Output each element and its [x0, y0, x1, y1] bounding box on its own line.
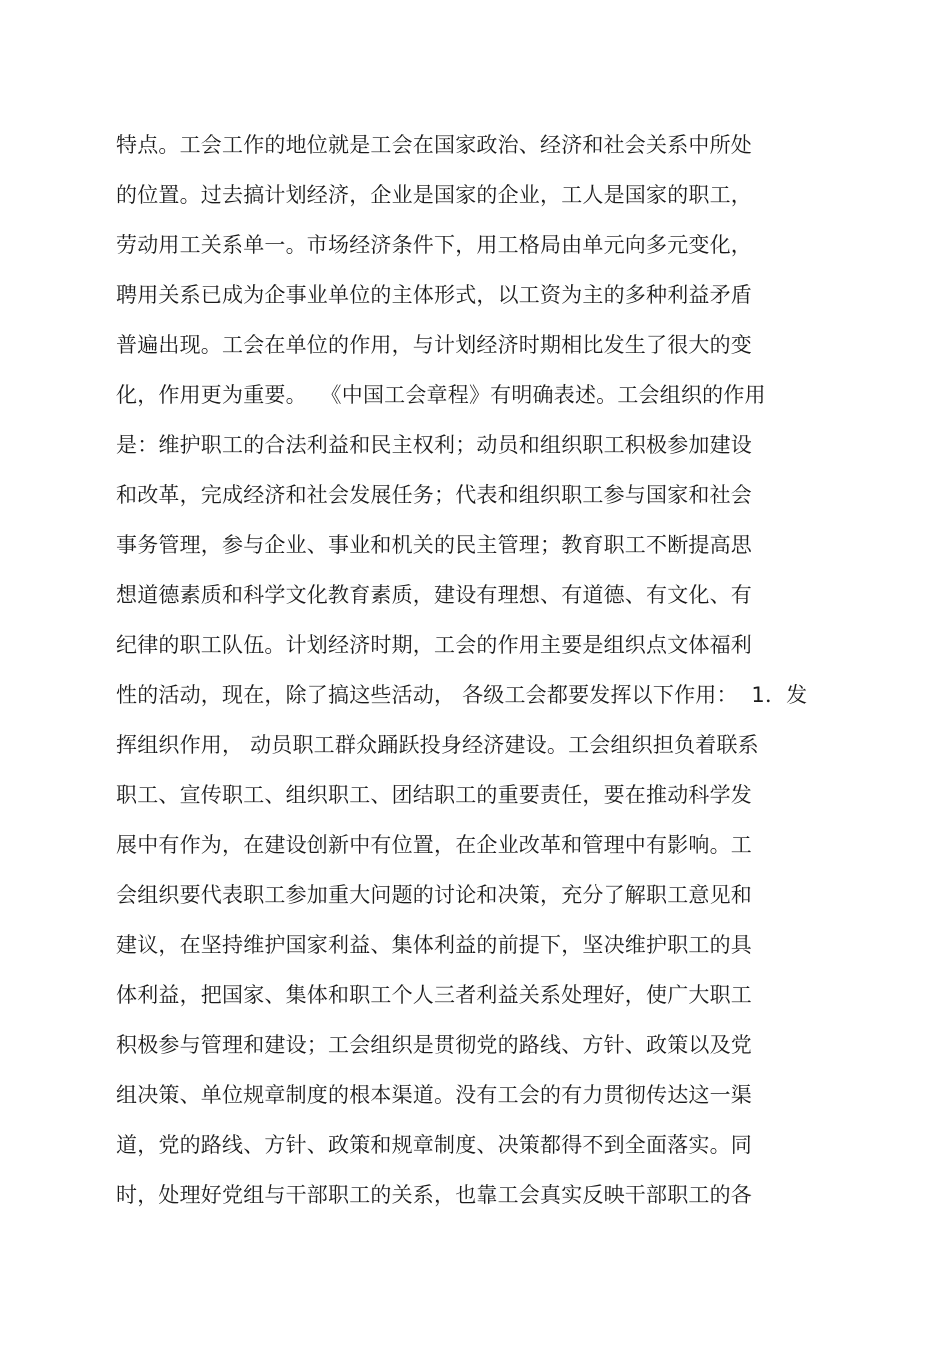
text-line: 职工、宣传职工、组织职工、团结职工的重要责任，要在推动科学发 — [116, 783, 752, 807]
text-line: 体利益，把国家、集体和职工个人三者利益关系处理好，使广大职工 — [116, 983, 752, 1007]
body-text — [116, 128, 846, 1228]
text-line: 建议，在坚持维护国家利益、集体利益的前提下，坚决维护职工的具 — [116, 933, 752, 957]
text-line: 和改革，完成经济和社会发展任务；代表和组织职工参与国家和社会 — [116, 483, 752, 507]
text-line: 积极参与管理和建设；工会组织是贯彻党的路线、方针、政策以及党 — [116, 1033, 752, 1057]
text-line: 事务管理，参与企业、事业和机关的民主管理；教育职工不断提高思 — [116, 533, 752, 557]
text-line: 会组织要代表职工参加重大问题的讨论和决策，充分了解职工意见和 — [116, 883, 752, 907]
text-line: 特点。工会工作的地位就是工会在国家政治、经济和社会关系中所处 — [116, 133, 752, 157]
text-line: 想道德素质和科学文化教育素质，建设有理想、有道德、有文化、有 — [116, 583, 752, 607]
text-line: 是：维护职工的合法利益和民主权利；动员和组织职工积极参加建设 — [116, 433, 752, 457]
text-line: 普遍出现。工会在单位的作用，与计划经济时期相比发生了很大的变 — [116, 333, 752, 357]
text-line: 纪律的职工队伍。计划经济时期，工会的作用主要是组织点文体福利 — [116, 633, 752, 657]
text-line: 聘用关系已成为企事业单位的主体形式，以工资为主的多种利益矛盾 — [116, 283, 752, 307]
text-line: 组决策、单位规章制度的根本渠道。没有工会的有力贯彻传达这一渠 — [116, 1083, 752, 1107]
text-line: 时，处理好党组与干部职工的关系，也靠工会真实反映干部职工的各 — [116, 1183, 752, 1207]
text-line: 挥组织作用， 动员职工群众踊跃投身经济建设。工会组织担负着联系 — [116, 733, 759, 757]
text-line: 道，党的路线、方针、政策和规章制度、决策都得不到全面落实。同 — [116, 1133, 752, 1157]
text-line: 化，作用更为重要。 《中国工会章程》有明确表述。工会组织的作用 — [116, 383, 766, 407]
text-line: 劳动用工关系单一。市场经济条件下，用工格局由单元向多元变化， — [116, 233, 752, 257]
text-line: 的位置。过去搞计划经济，企业是国家的企业，工人是国家的职工， — [116, 183, 752, 207]
text-line: 展中有作为，在建设创新中有位置，在企业改革和管理中有影响。工 — [116, 833, 752, 857]
text-line: 性的活动，现在，除了搞这些活动， 各级工会都要发挥以下作用： 1．发 — [116, 683, 808, 707]
